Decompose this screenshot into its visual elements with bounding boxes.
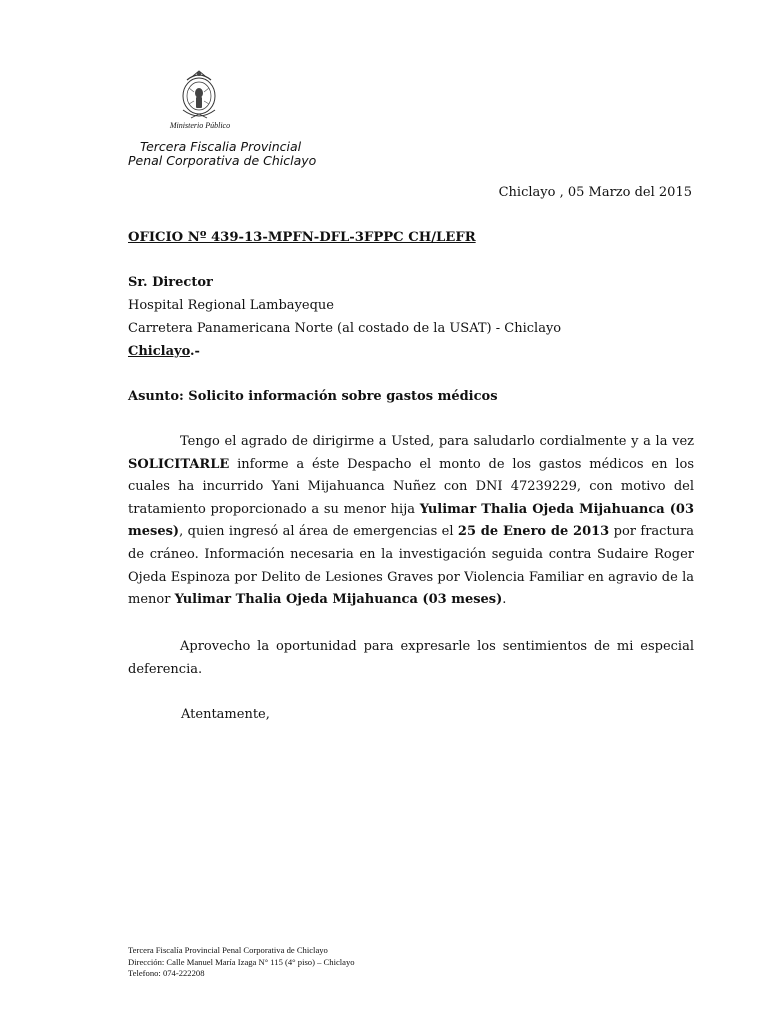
p1-text-4: por fractura de cráneo. Información necesaria en la investigación seguida contra Sudaire Roger Ojeda Espinoza por Delito de Lesiones Graves por Violencia Familiar en agravio de la menor <box>128 524 695 608</box>
addressee-city-line <box>128 344 200 359</box>
p1-bold-patient-name: Yulimar Thalia Ojeda Mijahuanca (03 meses) <box>128 501 694 540</box>
p1-text-2: informe a éste Despacho el monto de los gastos médicos en los cuales ha incurrido Yani Mijahuanca Nuñez con DNI 47239229, con motivo del tratamiento proporcionado a su menor hija <box>128 456 694 517</box>
addressee-city-suffix: .- <box>190 344 200 359</box>
institution-line-2: Penal Corporativa de Chiclayo <box>128 153 317 168</box>
p1-bold-solicitarle: SOLICITARLE <box>128 456 230 472</box>
p1-text-3: , quien ingresó al área de emergencias el <box>179 524 458 540</box>
footer-line-3: Telefono: 074-222208 <box>128 968 205 978</box>
subject-line: Asunto: Solicito información sobre gastos médicos <box>128 389 498 404</box>
body-paragraph-2 <box>128 636 694 681</box>
p1-bold-date: 25 de Enero de 2013 <box>457 524 610 540</box>
addressee-title: Sr. Director <box>128 275 213 290</box>
institution-line-1: Tercera Fiscalia Provincial <box>140 139 302 154</box>
addressee-organization: Hospital Regional Lambayeque <box>128 298 334 313</box>
p2-text: Aprovecho la oportunidad para expresarle los sentimientos de mi especial deferencia. <box>128 639 694 677</box>
body-paragraph-1 <box>128 431 694 612</box>
addressee-address: Carretera Panamericana Norte (al costado de la USAT) - Chiclayo <box>128 321 562 336</box>
footer <box>128 945 355 980</box>
closing-salutation: Atentamente, <box>181 707 270 722</box>
addressee-city: Chiclayo <box>128 344 191 359</box>
footer-line-1: Tercera Fiscalía Provincial Penal Corporativa de Chiclayo <box>128 945 328 955</box>
p1-text-1: Tengo el agrado de dirigirme a Usted, para saludarlo cordialmente y a la vez <box>180 434 694 449</box>
seal-caption: Ministerio Público <box>169 121 231 130</box>
footer-line-2: Dirección: Calle Manuel María Izaga N° 115 (4° piso) – Chiclayo <box>128 956 355 967</box>
oficio-number: OFICIO Nº 439-13-MPFN-DFL-3FPPC CH/LEFR <box>128 230 476 245</box>
p1-bold-patient-name-2: Yulimar Thalia Ojeda Mijahuanca (03 meses) <box>174 592 503 608</box>
p1-text-5: . <box>502 592 507 608</box>
letter-date: Chiclayo , 05 Marzo del 2015 <box>498 185 692 200</box>
